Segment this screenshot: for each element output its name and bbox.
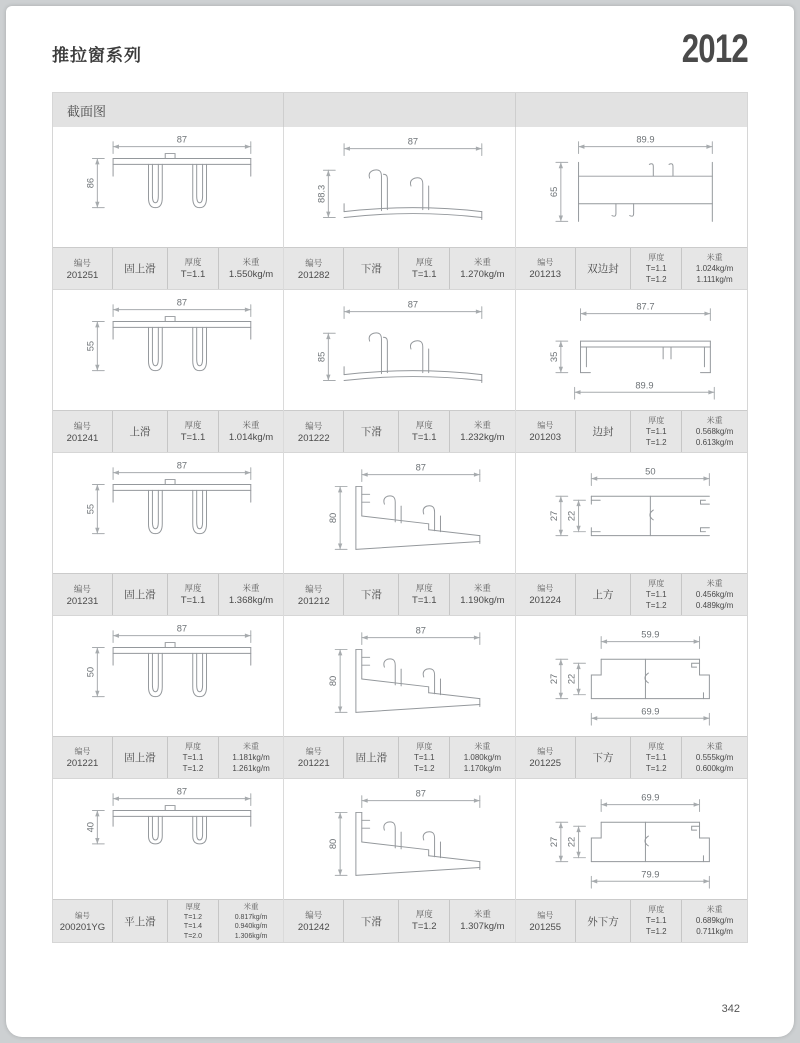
spec-weight bbox=[219, 248, 283, 289]
code-value: 201231 bbox=[66, 595, 99, 607]
svg-text:55: 55 bbox=[85, 503, 96, 515]
profile-name: 固上滑 bbox=[355, 752, 388, 764]
spec-code bbox=[516, 574, 576, 615]
spec-bar bbox=[284, 410, 514, 453]
thickness-values: T=1.1 bbox=[412, 594, 437, 606]
spec-code bbox=[284, 248, 344, 289]
svg-text:27: 27 bbox=[548, 510, 559, 522]
code-value: 201221 bbox=[66, 758, 99, 769]
section-diagram bbox=[53, 127, 283, 247]
section-diagram bbox=[284, 127, 514, 247]
thickness-label: 厚度 bbox=[415, 582, 433, 593]
svg-text:22: 22 bbox=[566, 836, 577, 848]
spec-name bbox=[344, 574, 399, 615]
profile-name: 平上滑 bbox=[124, 915, 156, 928]
weight-values: 1.181kg/m 1.261kg/m bbox=[232, 752, 270, 773]
code-value: 201213 bbox=[529, 269, 562, 280]
profile-drawing bbox=[516, 616, 747, 736]
svg-text:69.9: 69.9 bbox=[640, 792, 660, 803]
profile-cell bbox=[53, 779, 284, 942]
profile-drawing bbox=[284, 290, 514, 410]
profile-cell bbox=[284, 453, 515, 616]
profile-cell bbox=[516, 616, 747, 779]
svg-text:65: 65 bbox=[548, 186, 559, 198]
profile-name: 下滑 bbox=[360, 426, 382, 438]
profile-drawing bbox=[284, 616, 514, 736]
code-value: 201212 bbox=[297, 595, 330, 607]
svg-text:87: 87 bbox=[408, 299, 419, 310]
svg-text:55: 55 bbox=[85, 340, 96, 352]
section-diagram bbox=[53, 290, 283, 410]
spec-bar bbox=[53, 410, 283, 453]
profile-cell bbox=[53, 290, 284, 453]
profile-name: 下方 bbox=[592, 752, 614, 764]
weight-values: 1.270kg/m bbox=[460, 268, 505, 280]
svg-text:87: 87 bbox=[415, 788, 427, 799]
svg-text:50: 50 bbox=[85, 666, 96, 678]
thickness-label: 厚度 bbox=[184, 741, 201, 751]
weight-values: 1.368kg/m bbox=[228, 594, 274, 606]
weight-values: 0.689kg/m 0.711kg/m bbox=[695, 916, 734, 936]
section-diagram bbox=[284, 616, 514, 736]
spec-weight bbox=[219, 411, 283, 452]
spec-bar bbox=[53, 899, 283, 942]
profile-drawing bbox=[284, 127, 514, 247]
spec-bar bbox=[284, 899, 514, 942]
code-label: 编号 bbox=[73, 583, 91, 594]
spec-weight bbox=[682, 737, 747, 778]
svg-text:27: 27 bbox=[548, 673, 559, 685]
svg-text:22: 22 bbox=[566, 673, 577, 685]
thickness-values: T=1.1 bbox=[412, 268, 437, 280]
spec-bar bbox=[516, 899, 747, 942]
weight-label: 米重 bbox=[242, 419, 260, 430]
profile-name: 上滑 bbox=[129, 426, 151, 438]
svg-text:86: 86 bbox=[85, 177, 96, 189]
section-diagram bbox=[516, 290, 747, 410]
spec-thickness bbox=[631, 737, 682, 778]
spec-thickness bbox=[399, 574, 450, 615]
profile-drawing bbox=[53, 453, 283, 573]
profile-drawing bbox=[53, 779, 283, 899]
profile-grid bbox=[53, 127, 747, 942]
spec-bar bbox=[284, 736, 514, 779]
spec-bar bbox=[284, 247, 514, 290]
spec-thickness bbox=[168, 900, 219, 942]
spec-weight bbox=[450, 737, 514, 778]
table-header-cell bbox=[516, 93, 747, 127]
svg-text:89.9: 89.9 bbox=[635, 380, 654, 391]
thickness-label: 厚度 bbox=[184, 582, 202, 593]
spec-name bbox=[344, 411, 399, 452]
profile-name: 双边封 bbox=[587, 263, 619, 275]
weight-label: 米重 bbox=[473, 582, 491, 593]
weight-label: 米重 bbox=[473, 419, 491, 430]
spec-bar bbox=[53, 736, 283, 779]
spec-name bbox=[576, 248, 632, 289]
weight-values: 1.307kg/m bbox=[460, 921, 505, 933]
svg-text:87: 87 bbox=[176, 460, 188, 471]
spec-weight bbox=[682, 248, 747, 289]
code-label: 编号 bbox=[537, 258, 554, 267]
thickness-values: T=1.2 T=1.4 T=2.0 bbox=[183, 914, 203, 940]
svg-text:79.9: 79.9 bbox=[640, 869, 660, 880]
svg-text:87: 87 bbox=[408, 136, 419, 147]
thickness-label: 厚度 bbox=[648, 741, 665, 751]
code-value: 201224 bbox=[529, 595, 562, 606]
spec-code bbox=[284, 737, 344, 778]
svg-text:87: 87 bbox=[176, 623, 188, 634]
profile-name: 外下方 bbox=[587, 915, 619, 928]
code-label: 编号 bbox=[73, 420, 91, 431]
spec-thickness bbox=[168, 248, 219, 289]
spec-thickness bbox=[399, 248, 450, 289]
profile-drawing bbox=[53, 616, 283, 736]
svg-text:87: 87 bbox=[415, 625, 427, 636]
thickness-label: 厚度 bbox=[648, 415, 665, 425]
thickness-label: 厚度 bbox=[648, 905, 665, 915]
spec-weight bbox=[450, 411, 514, 452]
profile-drawing bbox=[516, 779, 747, 899]
spec-code bbox=[53, 248, 113, 289]
catalog-page bbox=[6, 6, 794, 1037]
code-label: 编号 bbox=[74, 747, 91, 756]
code-label: 编号 bbox=[74, 910, 90, 920]
thickness-label: 厚度 bbox=[415, 909, 433, 920]
code-value: 201203 bbox=[529, 432, 562, 443]
spec-code bbox=[516, 737, 576, 778]
spec-bar bbox=[284, 573, 514, 616]
spec-name bbox=[344, 248, 399, 289]
weight-label: 米重 bbox=[473, 909, 491, 920]
code-label: 编号 bbox=[305, 583, 323, 594]
weight-values: 1.080kg/m 1.170kg/m bbox=[463, 752, 502, 773]
profile-cell bbox=[516, 779, 747, 942]
thickness-values: T=1.1 T=1.2 bbox=[645, 426, 667, 447]
spec-code bbox=[284, 411, 344, 452]
section-diagram bbox=[516, 453, 747, 573]
weight-values: 0.817kg/m 0.940kg/m 1.306kg/m bbox=[234, 914, 268, 940]
spec-weight bbox=[682, 900, 747, 942]
spec-code bbox=[53, 900, 113, 942]
spec-code bbox=[53, 411, 113, 452]
code-label: 编号 bbox=[305, 910, 323, 920]
spec-thickness bbox=[631, 900, 682, 942]
thickness-values: T=1.1 bbox=[180, 431, 206, 443]
weight-label: 米重 bbox=[474, 741, 491, 751]
spec-name bbox=[576, 737, 632, 778]
profile-name: 下滑 bbox=[360, 915, 382, 928]
profile-name: 固上滑 bbox=[124, 589, 156, 601]
series-title: 推拉窗系列 bbox=[52, 46, 142, 65]
spec-name bbox=[576, 574, 632, 615]
section-diagram bbox=[284, 779, 514, 899]
spec-thickness bbox=[168, 737, 219, 778]
code-value: 201241 bbox=[66, 432, 99, 444]
spec-code bbox=[284, 900, 344, 942]
spec-bar bbox=[53, 247, 283, 290]
svg-text:80: 80 bbox=[328, 675, 339, 687]
thickness-values: T=1.1 T=1.2 bbox=[645, 752, 667, 773]
spec-name bbox=[113, 900, 168, 942]
profile-name: 固上滑 bbox=[124, 263, 156, 275]
section-diagram bbox=[284, 453, 514, 573]
profile-drawing bbox=[516, 290, 747, 410]
spec-name bbox=[113, 574, 168, 615]
code-label: 编号 bbox=[537, 910, 554, 920]
weight-values: 0.456kg/m 0.489kg/m bbox=[695, 589, 734, 610]
page-number: 342 bbox=[721, 1003, 740, 1015]
spec-weight bbox=[219, 737, 283, 778]
spec-code bbox=[516, 900, 576, 942]
spec-thickness bbox=[399, 900, 450, 942]
profile-name: 下滑 bbox=[360, 263, 382, 275]
weight-values: 0.555kg/m 0.600kg/m bbox=[695, 752, 734, 773]
profile-drawing bbox=[516, 127, 747, 247]
spec-bar bbox=[516, 247, 747, 290]
svg-text:87: 87 bbox=[176, 786, 188, 797]
code-value: 200201YG bbox=[59, 921, 106, 933]
thickness-values: T=1.1 T=1.2 bbox=[645, 263, 667, 284]
spec-bar bbox=[516, 410, 747, 453]
spec-thickness bbox=[168, 411, 219, 452]
page-header bbox=[6, 6, 794, 71]
weight-label: 米重 bbox=[706, 415, 723, 425]
spec-code bbox=[284, 574, 344, 615]
svg-text:50: 50 bbox=[644, 466, 656, 477]
profile-drawing bbox=[284, 453, 514, 573]
thickness-label: 厚度 bbox=[184, 419, 202, 430]
spec-bar bbox=[516, 736, 747, 779]
thickness-values: T=1.1 bbox=[180, 594, 206, 606]
section-diagram bbox=[516, 779, 747, 899]
profile-cell bbox=[516, 127, 747, 290]
profile-cell bbox=[284, 127, 515, 290]
spec-name bbox=[113, 248, 168, 289]
table-header-cell bbox=[284, 93, 515, 127]
code-label: 编号 bbox=[537, 421, 554, 430]
svg-text:87: 87 bbox=[176, 297, 188, 308]
weight-values: 1.232kg/m bbox=[460, 431, 505, 443]
spec-code bbox=[516, 248, 576, 289]
profile-drawing bbox=[53, 290, 283, 410]
section-diagram bbox=[284, 290, 514, 410]
profile-cell bbox=[284, 616, 515, 779]
thickness-label: 厚度 bbox=[184, 256, 202, 267]
spec-name bbox=[576, 900, 632, 942]
spec-weight bbox=[450, 900, 514, 942]
spec-weight bbox=[450, 248, 514, 289]
spec-weight bbox=[682, 574, 747, 615]
weight-label: 米重 bbox=[243, 902, 259, 912]
code-label: 编号 bbox=[73, 257, 91, 268]
spec-thickness bbox=[631, 574, 682, 615]
sections-table bbox=[52, 92, 748, 943]
code-label: 编号 bbox=[305, 257, 323, 268]
svg-text:59.9: 59.9 bbox=[640, 629, 660, 640]
code-value: 201255 bbox=[529, 921, 562, 933]
code-value: 201251 bbox=[66, 269, 99, 281]
profile-drawing bbox=[53, 127, 283, 247]
weight-values: 0.568kg/m 0.613kg/m bbox=[695, 426, 734, 447]
year-label: 2012 bbox=[681, 27, 748, 71]
spec-name bbox=[344, 737, 399, 778]
profile-cell bbox=[516, 290, 747, 453]
code-label: 编号 bbox=[305, 747, 322, 756]
section-diagram bbox=[516, 616, 747, 736]
spec-name bbox=[576, 411, 632, 452]
thickness-values: T=1.1 T=1.2 bbox=[182, 752, 204, 773]
code-value: 201242 bbox=[297, 922, 330, 933]
profile-cell bbox=[516, 453, 747, 616]
spec-thickness bbox=[168, 574, 219, 615]
spec-name bbox=[113, 737, 168, 778]
profile-cell bbox=[284, 779, 515, 942]
weight-label: 米重 bbox=[242, 256, 260, 267]
code-value: 201221 bbox=[297, 758, 330, 769]
spec-bar bbox=[516, 573, 747, 616]
code-label: 编号 bbox=[537, 747, 554, 756]
spec-code bbox=[53, 574, 113, 615]
thickness-label: 厚度 bbox=[415, 256, 433, 267]
section-header-label: 截面图 bbox=[53, 93, 284, 127]
thickness-values: T=1.2 bbox=[412, 921, 437, 933]
svg-text:85: 85 bbox=[316, 351, 327, 363]
section-diagram bbox=[53, 779, 283, 899]
svg-text:88.3: 88.3 bbox=[316, 184, 327, 203]
spec-thickness bbox=[631, 411, 682, 452]
weight-values: 1.014kg/m bbox=[228, 431, 274, 443]
thickness-label: 厚度 bbox=[416, 741, 433, 751]
code-value: 201282 bbox=[297, 269, 330, 281]
thickness-values: T=1.1 bbox=[412, 431, 437, 443]
svg-text:35: 35 bbox=[548, 351, 559, 363]
profile-cell bbox=[53, 453, 284, 616]
spec-weight bbox=[219, 574, 283, 615]
code-value: 201222 bbox=[297, 432, 330, 444]
profile-name: 固上滑 bbox=[124, 752, 156, 764]
section-diagram bbox=[53, 616, 283, 736]
thickness-label: 厚度 bbox=[415, 419, 433, 430]
section-diagram bbox=[53, 453, 283, 573]
spec-weight bbox=[682, 411, 747, 452]
spec-thickness bbox=[399, 737, 450, 778]
svg-text:27: 27 bbox=[548, 836, 559, 848]
code-label: 编号 bbox=[537, 584, 554, 593]
weight-label: 米重 bbox=[243, 741, 260, 751]
weight-values: 1.190kg/m bbox=[460, 594, 505, 606]
thickness-values: T=1.1 T=1.2 bbox=[645, 589, 667, 610]
weight-label: 米重 bbox=[706, 578, 723, 588]
spec-code bbox=[53, 737, 113, 778]
code-value: 201225 bbox=[529, 758, 562, 769]
spec-weight bbox=[450, 574, 514, 615]
weight-values: 1.550kg/m bbox=[228, 268, 274, 280]
profile-drawing bbox=[284, 779, 514, 899]
table-header-bar bbox=[53, 93, 747, 127]
svg-text:80: 80 bbox=[328, 838, 339, 850]
weight-label: 米重 bbox=[242, 582, 260, 593]
thickness-label: 厚度 bbox=[185, 902, 201, 912]
svg-text:69.9: 69.9 bbox=[640, 706, 660, 717]
spec-bar bbox=[53, 573, 283, 616]
thickness-values: T=1.1 T=1.2 bbox=[413, 752, 435, 773]
section-diagram bbox=[516, 127, 747, 247]
profile-name: 下滑 bbox=[360, 589, 382, 601]
svg-text:22: 22 bbox=[566, 510, 577, 522]
weight-values: 1.024kg/m 1.111kg/m bbox=[695, 263, 734, 284]
profile-cell bbox=[53, 127, 284, 290]
svg-text:80: 80 bbox=[328, 512, 339, 524]
spec-thickness bbox=[631, 248, 682, 289]
spec-name bbox=[344, 900, 399, 942]
spec-thickness bbox=[399, 411, 450, 452]
svg-text:87: 87 bbox=[415, 462, 427, 473]
weight-label: 米重 bbox=[706, 905, 723, 915]
thickness-label: 厚度 bbox=[648, 252, 665, 262]
svg-text:89.9: 89.9 bbox=[636, 134, 655, 145]
thickness-values: T=1.1 bbox=[180, 268, 206, 280]
spec-name bbox=[113, 411, 168, 452]
weight-label: 米重 bbox=[706, 252, 723, 262]
thickness-label: 厚度 bbox=[648, 578, 665, 588]
svg-text:40: 40 bbox=[85, 822, 96, 833]
profile-cell bbox=[53, 616, 284, 779]
svg-text:87: 87 bbox=[176, 134, 188, 145]
thickness-values: T=1.1 T=1.2 bbox=[645, 916, 667, 936]
weight-label: 米重 bbox=[706, 741, 723, 751]
profile-name: 边封 bbox=[592, 426, 614, 438]
svg-text:87.7: 87.7 bbox=[636, 301, 655, 312]
spec-weight bbox=[219, 900, 283, 942]
spec-code bbox=[516, 411, 576, 452]
code-label: 编号 bbox=[305, 420, 323, 431]
profile-cell bbox=[284, 290, 515, 453]
weight-label: 米重 bbox=[473, 256, 491, 267]
profile-name: 上方 bbox=[592, 589, 614, 601]
profile-drawing bbox=[516, 453, 747, 573]
